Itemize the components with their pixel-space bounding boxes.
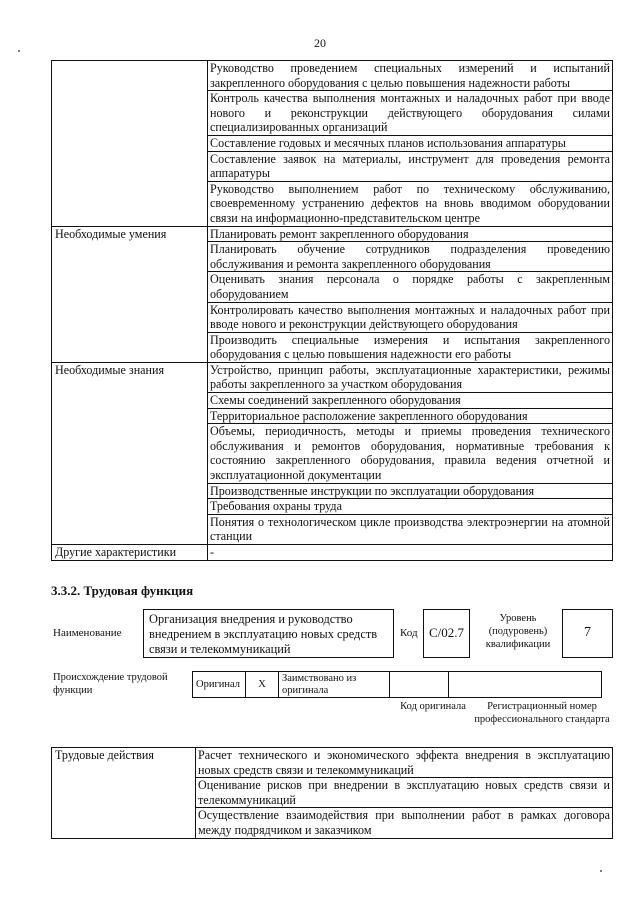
- table-cell: Территориальное расположение закрепленного оборудования: [208, 408, 613, 424]
- table-cell: Устройство, принцип работы, эксплуатационные характеристики, режимы работы закрепленного за участком оборудования: [208, 362, 613, 392]
- borrowed-cell: Заимствовано из оригинала: [279, 672, 390, 698]
- table-cell: Составление заявок на материалы, инструмент для проведения ремонта аппаратуры: [208, 151, 613, 181]
- level-box: 7: [562, 609, 613, 658]
- table-cell: Производить специальные измерения и испытания закрепленного оборудования с целью повышения надежности его работы: [208, 332, 613, 362]
- scan-speck: [600, 870, 602, 872]
- labor-actions-table: [51, 747, 613, 839]
- table-cell: Требования охраны труда: [208, 499, 613, 515]
- level-label: Уровень (подуровень) квалификации: [485, 613, 551, 650]
- origin-table: [192, 671, 602, 698]
- page-number: 20: [314, 36, 326, 50]
- table-cell: Расчет технического и экономического эффекта внедрения в эксплуатацию новых средств связи и телекоммуникаций: [196, 748, 613, 778]
- row-label-knowledge: Необходимые знания: [52, 362, 208, 544]
- function-code-box: С/02.7: [423, 609, 470, 658]
- original-code-caption: Код оригинала: [400, 701, 466, 712]
- table-cell: Оценивание рисков при внедрении в эксплуатацию новых средств связи и телекоммуникаций: [196, 778, 613, 808]
- original-mark: X: [246, 672, 279, 698]
- table-cell: Руководство выполнением работ по техническому обслуживанию, своевременному устранению дефектов на вновь вводимом оборудовании связи на информационно-представительском центре: [208, 181, 613, 226]
- row-label-actions: Трудовые действия: [52, 748, 196, 839]
- table-cell: Контроль качества выполнения монтажных и наладочных работ при вводе нового и реконструкции действующего оборудования силами специализированных организаций: [208, 91, 613, 136]
- registration-number-cell: [449, 672, 602, 698]
- table-cell: Планировать ремонт закрепленного оборудования: [208, 226, 613, 242]
- table-cell: Схемы соединений закрепленного оборудования: [208, 393, 613, 409]
- registration-number-caption: Регистрационный номер профессионального стандарта: [474, 701, 610, 725]
- origin-label-text: Происхождение трудовой функции: [53, 672, 168, 696]
- table-cell: Руководство проведением специальных измерений и испытаний закрепленного оборудования с целью повышения надежности работы: [208, 61, 613, 91]
- table-cell: Составление годовых и месячных планов использования аппаратуры: [208, 135, 613, 151]
- original-cell: Оригинал: [193, 672, 246, 698]
- scan-speck: [18, 50, 20, 52]
- requirements-table: [51, 60, 613, 561]
- name-label: Наименование: [53, 627, 122, 639]
- row-label: [52, 61, 208, 227]
- table-cell: Объемы, периодичность, методы и приемы проведения технического обслуживания и ремонтов оборудования, нормативные требования к состоянию закрепленного оборудования, правила ведения отчетной и эксплуатационной документации: [208, 424, 613, 483]
- row-label-skills: Необходимые умения: [52, 226, 208, 362]
- table-cell: Производственные инструкции по эксплуатации оборудования: [208, 483, 613, 499]
- row-label-other: Другие характеристики: [52, 545, 208, 561]
- table-cell: Планировать обучение сотрудников подразделения проведению обслуживания и ремонта закрепленного оборудования: [208, 242, 613, 272]
- table-cell: Понятия о технологическом цикле производства электроэнергии на атомной станции: [208, 514, 613, 544]
- section-title: 3.3.2. Трудовая функция: [51, 583, 194, 598]
- table-cell: Оценивать знания персонала о порядке работы с закрепленным оборудованием: [208, 272, 613, 302]
- table-cell: Контролировать качество выполнения монтажных и наладочных работ при вводе нового и реконструкции действующего оборудования: [208, 302, 613, 332]
- original-code-cell: [390, 672, 449, 698]
- table-cell: Осуществление взаимодействия при выполнении работ в рамках договора между подрядчиком и заказчиком: [196, 808, 613, 838]
- function-name-box: Организация внедрения и руководство внедрением в эксплуатацию новых средств связи и телекоммуникаций: [143, 609, 394, 658]
- code-label: Код: [400, 627, 418, 639]
- origin-label: [53, 671, 183, 697]
- table-cell: -: [208, 545, 613, 561]
